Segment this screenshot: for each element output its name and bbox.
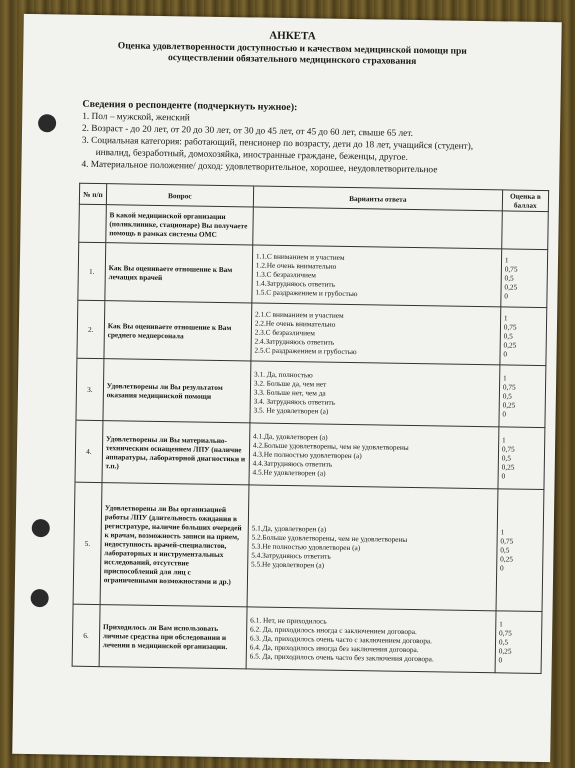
- answer-option: 4.2.Больше удовлетворены, чем не удовлетворены: [252, 440, 409, 452]
- answer-option: 4.3.Не полностью удовлетворен (а): [252, 449, 362, 461]
- col-header-options: Варианты ответа: [253, 186, 502, 211]
- score-value: 0,75: [501, 444, 515, 454]
- answer-option: 3.4. Затрудняюсь ответить: [253, 396, 336, 407]
- table-row: [75, 420, 545, 489]
- answer-option: 1.3.С безразличием: [255, 269, 316, 280]
- row-options: [251, 303, 501, 365]
- answer-option: 5.2.Больше удовлетворены, чем не удовлетворены: [251, 532, 408, 544]
- score-value: 0,25: [500, 554, 514, 564]
- row-scores: [495, 611, 542, 674]
- respondent-line: 3. Социальная категория: работающий, пенсионер по возрасту, дети до 18 лет, учащийся (студент),: [81, 135, 474, 152]
- score-value: 0,75: [502, 382, 516, 392]
- row-options: [247, 485, 498, 611]
- score-value: 0,5: [501, 453, 511, 463]
- score-value: 1: [502, 373, 507, 383]
- row-scores: [496, 489, 544, 612]
- score-value: 0,25: [504, 282, 518, 292]
- row-scores: [498, 427, 545, 490]
- score-value: 0,25: [503, 340, 517, 350]
- score-value: 0,25: [502, 400, 516, 410]
- punch-hole: [38, 114, 56, 132]
- row-question: Удовлетворены ли Вы материально-техническим оснащением ЛПУ (наличие аппаратуры, лабораторной диагностики и т.п.): [102, 421, 250, 485]
- answer-option: 1.5.С раздражением и грубостью: [255, 287, 358, 299]
- row-number: 6.: [72, 604, 100, 666]
- answer-option: 5.4.Затрудняюсь ответить: [251, 550, 331, 561]
- answer-option: 1.4.Затрудняюсь ответить: [255, 278, 336, 289]
- punch-hole: [32, 519, 50, 537]
- row-scores: [502, 211, 549, 250]
- answer-option: 6.1. Нет, не приходилось: [250, 615, 327, 626]
- row-question: Приходилось ли Вам использовать личные средства при обследовании и лечении в медицинской организации.: [99, 605, 247, 669]
- score-value: 1: [499, 619, 503, 629]
- score-value: 0: [503, 349, 508, 359]
- answer-option: 2.4.Затрудняюсь ответить: [254, 336, 335, 347]
- score-value: 0: [501, 471, 506, 481]
- table-row: [76, 358, 546, 427]
- respondent-line: 4. Материальное положение/ доход: удовлетворительное, хорошее, неудовлетворительное: [81, 159, 438, 176]
- respondent-line: 2. Возраст - до 20 лет, от 20 до 30 лет, от 30 до 45 лет, от 45 до 60 лет, свыше 65 лет.: [81, 123, 414, 139]
- answer-option: 4.1.Да, удовлетворен (а): [253, 431, 328, 442]
- answer-option: 3.5. Не удовлетворен (а): [253, 405, 329, 416]
- table-row: [72, 604, 542, 673]
- respondent-heading: Сведения о респонденте (подчеркнуть нужное):: [82, 98, 298, 114]
- answer-option: 1.1.С вниманием и участием: [255, 251, 345, 262]
- row-number: 3.: [76, 358, 104, 420]
- row-options: [250, 361, 500, 427]
- respondent-info: [81, 99, 542, 178]
- row-options: [253, 207, 503, 249]
- row-question: Удовлетворены ли Вы результатом оказания медицинской помощи: [103, 359, 251, 423]
- row-question: В какой медицинской организации (поликлинике, стационаре) Вы получаете помощь в рамках системы ОМС: [106, 205, 254, 245]
- row-number: [79, 204, 106, 242]
- answer-option: 2.1.С вниманием и участием: [254, 309, 344, 320]
- score-value: 0,25: [501, 462, 515, 472]
- score-value: 1: [503, 313, 508, 323]
- score-value: 0,75: [500, 536, 514, 546]
- answer-option: 2.5.С раздражением и грубостью: [254, 345, 357, 357]
- answer-option: 3.3. Больше нет, чем да: [253, 387, 326, 398]
- answer-option: 4.5.Не удовлетворен (а): [252, 467, 326, 478]
- answer-option: 1.2.Не очень внимательно: [255, 260, 337, 271]
- row-scores: [500, 307, 547, 366]
- score-value: 0,5: [498, 637, 509, 647]
- table-row: [77, 300, 547, 365]
- answer-option: 6.3. Да, приходилось очень часто с заключением договора.: [249, 633, 433, 646]
- answer-option: 5.5.Не удовлетворен (а): [251, 559, 325, 570]
- score-value: 0: [502, 409, 507, 419]
- row-options: [246, 607, 496, 673]
- answer-option: 3.2. Больше да, чем нет: [253, 378, 327, 389]
- score-value: 0,5: [503, 331, 513, 341]
- punch-hole: [31, 589, 49, 607]
- row-scores: [499, 365, 546, 428]
- score-value: 0,75: [504, 264, 518, 274]
- col-header-question: Вопрос: [106, 184, 253, 207]
- answer-option: 6.5. Да, приходилось очень часто без заключения договора.: [249, 651, 434, 664]
- col-header-number: № п/п: [79, 183, 106, 204]
- score-value: 0: [498, 655, 503, 665]
- row-options: [249, 423, 499, 489]
- row-number: 2.: [77, 300, 105, 358]
- row-number: 4.: [75, 420, 103, 482]
- score-value: 0,5: [500, 545, 510, 555]
- answer-option: 2.3.С безразличием: [254, 327, 316, 338]
- answer-option: 5.1.Да, удовлетворен (а): [251, 523, 327, 534]
- score-value: 0: [504, 291, 509, 301]
- score-value: 1: [501, 435, 506, 445]
- answer-option: 6.2. Да, приходилось иногда с заключением договора.: [249, 624, 417, 637]
- answer-option: 5.3.Не полностью удовлетворен (а): [251, 541, 361, 553]
- answer-option: 4.4.Затрудняюсь ответить: [252, 458, 333, 469]
- score-value: 0,75: [503, 322, 517, 332]
- answer-option: 3.1. Да, полностью: [254, 369, 313, 380]
- survey-table: [72, 183, 550, 674]
- row-number: 5.: [73, 482, 102, 604]
- score-value: 1: [504, 255, 509, 265]
- score-value: 1: [500, 527, 505, 537]
- respondent-line: 1. Пол – мужской, женский: [82, 111, 190, 124]
- score-value: 0,75: [498, 628, 512, 638]
- score-value: 0,5: [502, 391, 512, 401]
- table-row: [78, 242, 548, 307]
- row-question: Удовлетворены ли Вы организацией работы ЛПУ (длительность ожидания в регистратуре, наличие больших очередей к врачам, возможность записи на прием, недоступность врачей-специалистов, лабораторных и инструментальных исследований, отсутствие приспособлений для лиц с ограниченными возможностями и др.): [100, 483, 249, 607]
- respondent-line: инвалид, безработный, домохозяйка, иностранные граждане, беженцы, другое.: [95, 147, 408, 163]
- row-number: 1.: [78, 242, 106, 300]
- col-header-score: Оценка в баллах: [502, 190, 548, 212]
- row-options: [252, 245, 502, 307]
- answer-option: 6.4. Да, приходилось иногда без заключения договора.: [249, 642, 419, 655]
- table-row: [73, 482, 544, 611]
- page-subtitle: Оценка удовлетворенности доступностью и качеством медицинской помощи при осуществлении обязательного медицинского страхования: [117, 41, 467, 67]
- row-question: Как Вы оцениваете отношение к Вам лечащих врачей: [105, 243, 253, 303]
- score-value: 0: [499, 563, 504, 573]
- page-title: АНКЕТА: [269, 29, 316, 43]
- questionnaire-sheet: [12, 14, 562, 762]
- answer-option: 2.2.Не очень внимательно: [254, 318, 336, 329]
- score-value: 0,25: [498, 646, 512, 656]
- score-value: 0,5: [504, 273, 514, 283]
- row-question: Как Вы оцениваете отношение к Вам среднего медперсонала: [104, 301, 252, 361]
- row-scores: [501, 249, 548, 308]
